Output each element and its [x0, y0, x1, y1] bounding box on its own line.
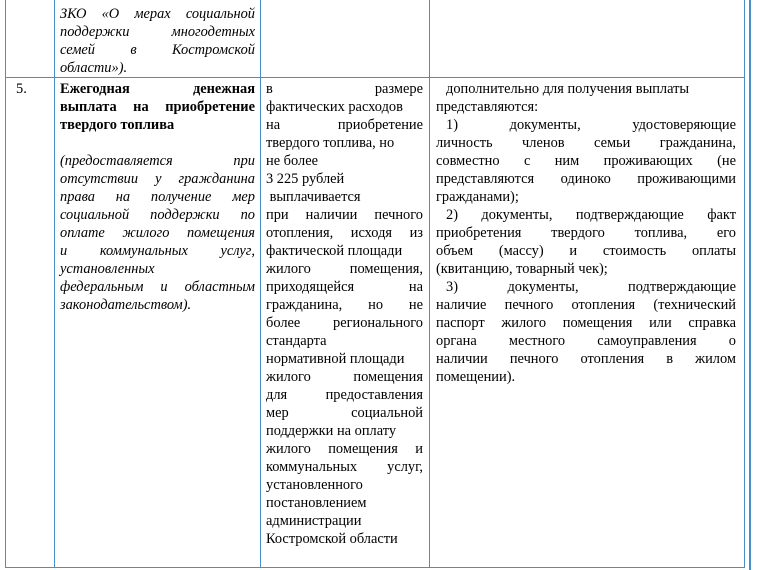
benefit-note-line: и коммунальных услуг, — [60, 243, 255, 259]
docs-line: совместно с ним проживающих (не — [436, 153, 736, 169]
benefit-note-line: (предоставляется при — [60, 153, 255, 169]
cell-benefit-name — [55, 78, 261, 568]
benefit-title-line: Ежегодная денежная — [60, 81, 255, 97]
docs-line: представляются одиноко проживающими — [436, 171, 736, 187]
right-page-rule — [749, 0, 751, 570]
benefit-note-line: отсутствии у гражданина — [60, 171, 255, 187]
amount-line: установленного — [266, 477, 363, 493]
prev-name-line: ЗКО «О мерах социальной — [60, 6, 255, 22]
benefit-note-line: законодательством). — [60, 297, 192, 313]
docs-line: помещении). — [436, 369, 516, 385]
amount-line: стандарта — [266, 333, 327, 349]
docs-line: представляются: — [436, 99, 539, 115]
cell-prev-docs — [430, 0, 745, 78]
benefit-note-line: социальной поддержки по — [60, 207, 255, 223]
row-number: 5. — [16, 81, 27, 97]
docs-line: 3) документы, подтверждающие — [446, 279, 736, 295]
amount-line: фактических расходов — [266, 99, 403, 115]
amount-line: фактической площади — [266, 243, 403, 259]
benefits-table — [5, 0, 745, 568]
cell-row-number — [6, 78, 55, 568]
amount-line: гражданина, но не — [266, 297, 423, 313]
benefit-note-line: федеральным и областным — [60, 279, 255, 295]
amount-line: для предоставления — [266, 387, 423, 403]
amount-line: твердого топлива, но — [266, 135, 395, 151]
amount-line: поддержки на оплату — [266, 423, 397, 439]
benefit-note-line: права на получение мер — [60, 189, 255, 205]
cell-prev-number — [6, 0, 55, 78]
docs-line: 2) документы, подтверждающие факт — [446, 207, 736, 223]
amount-line: коммунальных услуг, — [266, 459, 423, 475]
amount-line: жилого помещения, — [266, 261, 423, 277]
docs-line: дополнительно для получения выплаты — [446, 81, 690, 97]
cell-prev-name — [55, 0, 261, 78]
amount-line: Костромской области — [266, 531, 398, 547]
amount-line: отопления, исходя из — [266, 225, 423, 241]
docs-line: 1) документы, удостоверяющие — [446, 117, 736, 133]
docs-line: (квитанцию, товарный чек); — [436, 261, 608, 277]
table-row-previous — [6, 0, 745, 78]
cell-prev-amount — [261, 0, 430, 78]
amount-line: более регионального — [266, 315, 423, 331]
amount-line: приходящейся на — [266, 279, 423, 295]
docs-line: гражданами); — [436, 189, 519, 205]
prev-name-line: семей в Костромской — [60, 42, 255, 58]
docs-line: органа местного самоуправления о — [436, 333, 736, 349]
cell-benefit-amount — [261, 78, 430, 568]
amount-line: при наличии печного — [266, 207, 423, 223]
amount-line: 3 225 рублей — [266, 171, 345, 187]
cell-required-documents — [430, 78, 745, 568]
docs-line: наличие печного отопления (технический — [436, 297, 736, 313]
amount-line: жилого помещения — [266, 369, 423, 385]
docs-line: наличии печного отопления в жилом — [436, 351, 736, 367]
amount-line: жилого помещения и — [266, 441, 423, 457]
amount-line: мер социальной — [266, 405, 423, 421]
docs-line: приобретения твердого топлива, его — [436, 225, 736, 241]
amount-line: постановлением — [266, 495, 367, 511]
amount-line: не более — [266, 153, 318, 169]
amount-line: в размере — [266, 81, 423, 97]
docs-line: паспорт жилого помещения или справка — [436, 315, 736, 331]
docs-line: личность членов семьи гражданина, — [436, 135, 736, 151]
amount-line: администрации — [266, 513, 362, 529]
prev-name-line: поддержки многодетных — [60, 24, 255, 40]
table-row-5 — [6, 78, 745, 568]
benefit-note-line: установленных — [60, 261, 155, 277]
prev-name-line: области»). — [60, 60, 128, 76]
amount-line: выплачивается — [266, 189, 361, 205]
docs-line: объем (массу) и стоимость оплаты — [436, 243, 736, 259]
benefit-title-line: твердого топлива — [60, 117, 175, 133]
amount-line: на приобретение — [266, 117, 423, 133]
benefit-note-line: оплате жилого помещения — [60, 225, 255, 241]
benefit-title-line: выплата на приобретение — [60, 99, 255, 115]
amount-line: нормативной площади — [266, 351, 405, 367]
